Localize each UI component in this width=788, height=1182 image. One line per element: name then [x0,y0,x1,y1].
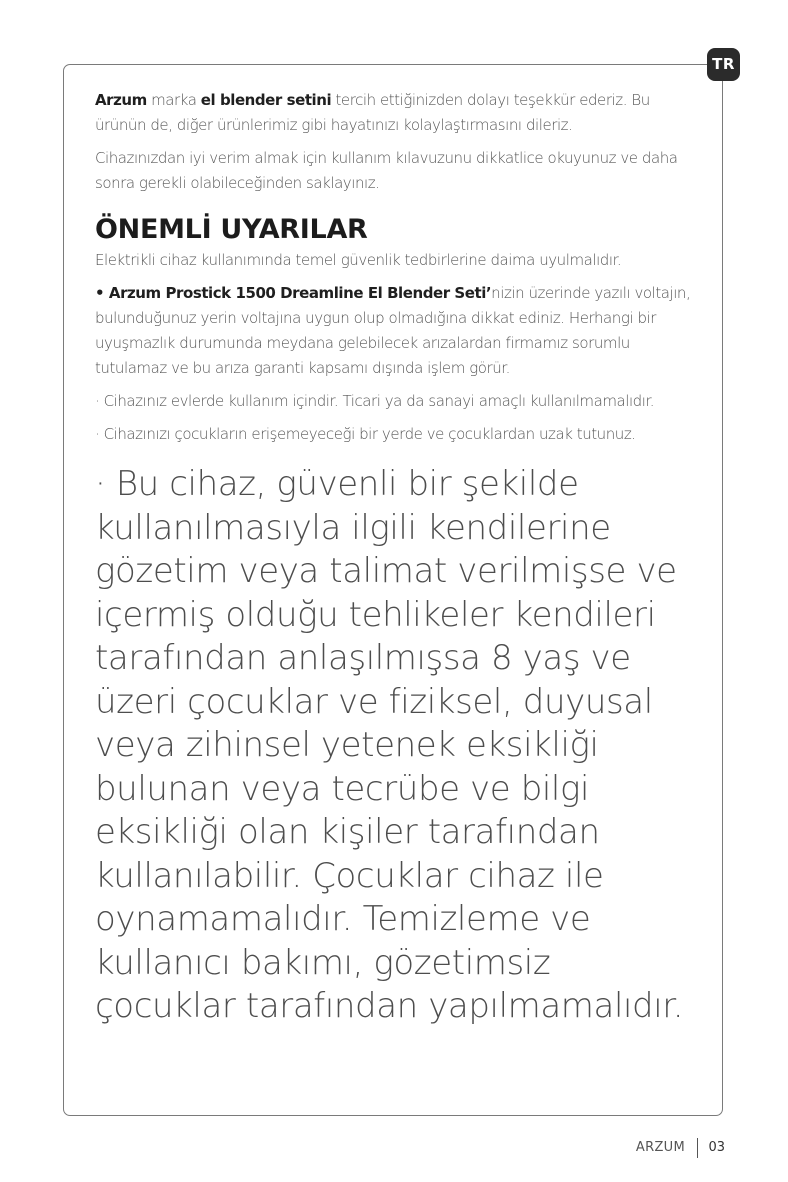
section-heading: ÖNEMLİ UYARILAR [95,214,368,245]
warning-voltage-text: nizin üzerinde yazılı voltajın, bulunduğunuz yerin voltajına uygun olup olmadığına dikkat ediniz. Herhangi bir uyuşmazlık durumunda meydana gelebilecek arızalardan firmamız sorumlu tutulamaz ve bu arıza garanti kapsamı dışında işlem görür. [95,284,691,377]
intro-paragraph [95,88,700,138]
intro-product: el blender setini [200,91,332,109]
intro-text-a: marka [146,91,201,109]
page-number: 03 [708,1140,725,1155]
warning-voltage [95,281,700,381]
language-badge: TR [707,48,740,81]
footer-divider [697,1138,698,1158]
intro-text-b: tercih ettiğinizden dolayı teşekkür ederiz. Bu ürünün de, diğer ürünlerimiz gibi hayatınızı kolaylaştırmasını dileriz. [95,91,650,134]
warning-supervision: · Bu cihaz, güvenli bir şekilde kullanılmasıyla ilgili kendilerine gözetim veya talimat verilmişse ve içermiş olduğu tehlikeler kendileri tarafından anlaşılmışsa 8 yaş ve üzeri çocuklar ve fiziksel, duyusal veya zihinsel yetenek eksikliği bulunan veya tecrübe ve bilgi eksikliği olan kişiler tarafından kullanılabilir. Çocuklar cihaz ile oynamamalıdır. Temizleme ve kullanıcı bakımı, gözetimsiz çocuklar tarafından yapılmamalıdır. [95,464,684,1026]
warning-household: · Cihazınız evlerde kullanım içindir. Ticari ya da sanayi amaçlı kullanılmamalıdır. [95,392,655,410]
warning-children: · Cihazınızı çocukların erişemeyeceği bir yerde ve çocuklardan uzak tutunuz. [95,425,636,443]
warning-voltage-bullet: • [95,284,109,302]
footer-brand: ARZUM [635,1140,685,1155]
warning-voltage-product: Arzum Prostick 1500 Dreamline El Blender Seti’ [108,284,492,302]
warnings-intro: Elektrikli cihaz kullanımında temel güvenlik tedbirlerine daima uyulmalıdır. [95,251,622,269]
intro-brand: Arzum [95,91,147,109]
intro-paragraph-2: Cihazınızdan iyi verim almak için kullanım kılavuzunu dikkatlice okuyunuz ve daha sonra gerekli olabileceğinden saklayınız. [95,149,678,192]
page-footer [600,1140,725,1158]
page-content [95,88,700,1029]
